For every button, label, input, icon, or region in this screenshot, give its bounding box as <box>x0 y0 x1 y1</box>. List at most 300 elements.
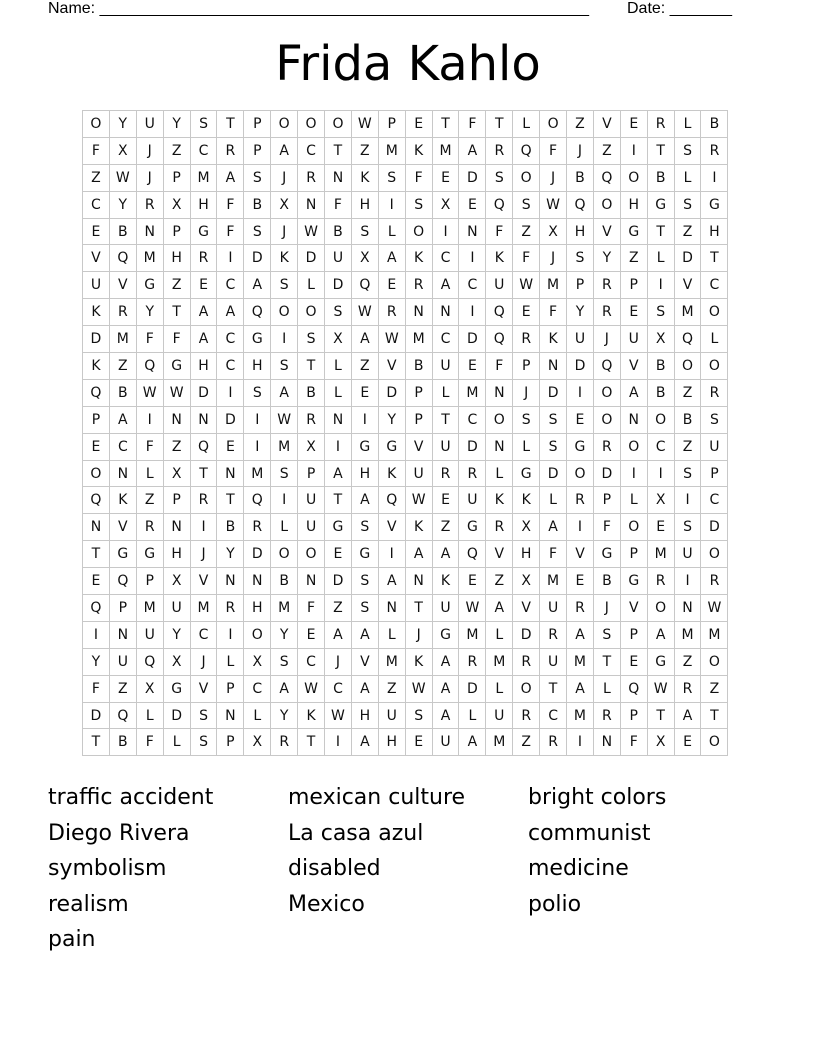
grid-cell[interactable]: Z <box>486 568 513 595</box>
grid-cell[interactable]: I <box>459 299 486 326</box>
grid-cell[interactable]: I <box>217 245 244 272</box>
grid-cell[interactable]: J <box>513 379 540 406</box>
grid-cell[interactable]: O <box>620 164 647 191</box>
grid-cell[interactable]: V <box>620 595 647 622</box>
grid-cell[interactable]: G <box>378 433 405 460</box>
grid-cell[interactable]: W <box>405 675 432 702</box>
grid-cell[interactable]: U <box>540 595 567 622</box>
grid-cell[interactable]: A <box>567 675 594 702</box>
grid-cell[interactable]: W <box>136 379 163 406</box>
grid-cell[interactable]: T <box>647 218 674 245</box>
grid-cell[interactable]: L <box>513 111 540 138</box>
grid-cell[interactable]: M <box>540 272 567 299</box>
grid-cell[interactable]: F <box>459 111 486 138</box>
grid-cell[interactable]: C <box>244 675 271 702</box>
grid-cell[interactable]: E <box>513 299 540 326</box>
grid-cell[interactable]: O <box>620 514 647 541</box>
grid-cell[interactable]: S <box>190 729 217 756</box>
grid-cell[interactable]: H <box>701 218 728 245</box>
grid-cell[interactable]: I <box>217 379 244 406</box>
grid-cell[interactable]: U <box>325 245 352 272</box>
grid-cell[interactable]: P <box>244 137 271 164</box>
grid-cell[interactable]: C <box>540 702 567 729</box>
grid-cell[interactable]: I <box>647 272 674 299</box>
grid-cell[interactable]: C <box>109 433 136 460</box>
grid-cell[interactable]: E <box>190 272 217 299</box>
grid-cell[interactable]: D <box>540 460 567 487</box>
name-field[interactable]: Name: _______________________________________________________ <box>48 0 589 17</box>
grid-cell[interactable]: T <box>647 137 674 164</box>
grid-cell[interactable]: V <box>83 245 110 272</box>
grid-cell[interactable]: F <box>298 595 325 622</box>
grid-cell[interactable]: A <box>432 702 459 729</box>
grid-cell[interactable]: R <box>486 137 513 164</box>
grid-cell[interactable]: D <box>459 326 486 353</box>
grid-cell[interactable]: I <box>567 514 594 541</box>
grid-cell[interactable]: O <box>298 541 325 568</box>
grid-cell[interactable]: S <box>325 299 352 326</box>
grid-cell[interactable]: A <box>109 406 136 433</box>
grid-cell[interactable]: S <box>593 621 620 648</box>
grid-cell[interactable]: N <box>486 433 513 460</box>
grid-cell[interactable]: R <box>486 514 513 541</box>
grid-cell[interactable]: H <box>620 191 647 218</box>
grid-cell[interactable]: O <box>647 406 674 433</box>
grid-cell[interactable]: Z <box>163 272 190 299</box>
grid-cell[interactable]: A <box>271 379 298 406</box>
grid-cell[interactable]: K <box>83 299 110 326</box>
grid-cell[interactable]: J <box>190 541 217 568</box>
grid-cell[interactable]: M <box>567 702 594 729</box>
grid-cell[interactable]: L <box>136 702 163 729</box>
grid-cell[interactable]: B <box>271 568 298 595</box>
grid-cell[interactable]: M <box>459 379 486 406</box>
grid-cell[interactable]: D <box>459 433 486 460</box>
grid-cell[interactable]: Y <box>109 111 136 138</box>
grid-cell[interactable]: T <box>298 353 325 380</box>
grid-cell[interactable]: N <box>109 460 136 487</box>
grid-cell[interactable]: X <box>163 568 190 595</box>
grid-cell[interactable]: M <box>674 299 701 326</box>
grid-cell[interactable]: D <box>593 460 620 487</box>
grid-cell[interactable]: Q <box>136 648 163 675</box>
grid-cell[interactable]: G <box>109 541 136 568</box>
grid-cell[interactable]: L <box>486 675 513 702</box>
grid-cell[interactable]: R <box>567 595 594 622</box>
grid-cell[interactable]: P <box>217 675 244 702</box>
grid-cell[interactable]: Y <box>217 541 244 568</box>
grid-cell[interactable]: R <box>298 164 325 191</box>
grid-cell[interactable]: P <box>163 164 190 191</box>
grid-cell[interactable]: W <box>513 272 540 299</box>
grid-cell[interactable]: M <box>486 648 513 675</box>
grid-cell[interactable]: V <box>109 514 136 541</box>
grid-cell[interactable]: E <box>432 164 459 191</box>
grid-cell[interactable]: B <box>109 218 136 245</box>
grid-cell[interactable]: E <box>567 568 594 595</box>
grid-cell[interactable]: C <box>217 353 244 380</box>
grid-cell[interactable]: R <box>513 702 540 729</box>
grid-cell[interactable]: W <box>378 326 405 353</box>
grid-cell[interactable]: P <box>593 487 620 514</box>
grid-cell[interactable]: C <box>190 137 217 164</box>
grid-cell[interactable]: Y <box>593 245 620 272</box>
grid-cell[interactable]: Q <box>513 137 540 164</box>
grid-cell[interactable]: X <box>244 648 271 675</box>
grid-cell[interactable]: S <box>298 326 325 353</box>
grid-cell[interactable]: P <box>298 460 325 487</box>
grid-cell[interactable]: T <box>701 702 728 729</box>
grid-cell[interactable]: Z <box>674 218 701 245</box>
grid-cell[interactable]: W <box>298 675 325 702</box>
grid-cell[interactable]: R <box>432 460 459 487</box>
grid-cell[interactable]: Q <box>109 568 136 595</box>
grid-cell[interactable]: Z <box>109 675 136 702</box>
grid-cell[interactable]: B <box>647 164 674 191</box>
grid-cell[interactable]: G <box>244 326 271 353</box>
grid-cell[interactable]: F <box>620 729 647 756</box>
grid-cell[interactable]: X <box>647 326 674 353</box>
grid-cell[interactable]: H <box>190 353 217 380</box>
grid-cell[interactable]: R <box>405 272 432 299</box>
grid-cell[interactable]: H <box>163 245 190 272</box>
grid-cell[interactable]: Y <box>163 111 190 138</box>
grid-cell[interactable]: Z <box>83 164 110 191</box>
grid-cell[interactable]: B <box>647 353 674 380</box>
grid-cell[interactable]: E <box>620 111 647 138</box>
grid-cell[interactable]: G <box>190 218 217 245</box>
grid-cell[interactable]: T <box>701 245 728 272</box>
grid-cell[interactable]: L <box>378 218 405 245</box>
grid-cell[interactable]: H <box>513 541 540 568</box>
grid-cell[interactable]: L <box>217 648 244 675</box>
grid-cell[interactable]: Q <box>136 353 163 380</box>
grid-cell[interactable]: R <box>567 487 594 514</box>
grid-cell[interactable]: K <box>405 137 432 164</box>
grid-cell[interactable]: J <box>271 164 298 191</box>
grid-cell[interactable]: C <box>459 406 486 433</box>
grid-cell[interactable]: Q <box>593 164 620 191</box>
grid-cell[interactable]: Z <box>593 137 620 164</box>
grid-cell[interactable]: S <box>674 137 701 164</box>
grid-cell[interactable]: M <box>271 433 298 460</box>
grid-cell[interactable]: E <box>83 433 110 460</box>
grid-cell[interactable]: F <box>217 218 244 245</box>
grid-cell[interactable]: W <box>540 191 567 218</box>
grid-cell[interactable]: M <box>271 595 298 622</box>
grid-cell[interactable]: F <box>83 675 110 702</box>
grid-cell[interactable]: G <box>567 433 594 460</box>
grid-cell[interactable]: D <box>244 245 271 272</box>
grid-cell[interactable]: Q <box>83 379 110 406</box>
grid-cell[interactable]: R <box>593 272 620 299</box>
grid-cell[interactable]: Z <box>432 514 459 541</box>
grid-cell[interactable]: E <box>351 379 378 406</box>
grid-cell[interactable]: I <box>701 164 728 191</box>
grid-cell[interactable]: T <box>325 137 352 164</box>
grid-cell[interactable]: L <box>593 675 620 702</box>
grid-cell[interactable]: E <box>620 299 647 326</box>
grid-cell[interactable]: Z <box>325 595 352 622</box>
grid-cell[interactable]: E <box>647 514 674 541</box>
grid-cell[interactable]: R <box>593 299 620 326</box>
grid-cell[interactable]: O <box>513 164 540 191</box>
grid-cell[interactable]: N <box>163 514 190 541</box>
grid-cell[interactable]: V <box>190 675 217 702</box>
grid-cell[interactable]: G <box>593 541 620 568</box>
grid-cell[interactable]: I <box>244 433 271 460</box>
grid-cell[interactable]: U <box>674 541 701 568</box>
grid-cell[interactable]: D <box>540 379 567 406</box>
grid-cell[interactable]: I <box>567 729 594 756</box>
grid-cell[interactable]: J <box>325 648 352 675</box>
grid-cell[interactable]: L <box>459 702 486 729</box>
grid-cell[interactable]: N <box>217 568 244 595</box>
grid-cell[interactable]: U <box>163 595 190 622</box>
grid-cell[interactable]: S <box>674 514 701 541</box>
grid-cell[interactable]: W <box>271 406 298 433</box>
grid-cell[interactable]: D <box>244 541 271 568</box>
grid-cell[interactable]: J <box>567 137 594 164</box>
grid-cell[interactable]: I <box>620 137 647 164</box>
grid-cell[interactable]: U <box>620 326 647 353</box>
grid-cell[interactable]: Q <box>190 433 217 460</box>
grid-cell[interactable]: W <box>405 487 432 514</box>
grid-cell[interactable]: W <box>701 595 728 622</box>
grid-cell[interactable]: U <box>432 595 459 622</box>
grid-cell[interactable]: F <box>136 433 163 460</box>
grid-cell[interactable]: U <box>432 729 459 756</box>
grid-cell[interactable]: A <box>351 621 378 648</box>
grid-cell[interactable]: Y <box>163 621 190 648</box>
grid-cell[interactable]: E <box>620 648 647 675</box>
grid-cell[interactable]: U <box>405 460 432 487</box>
grid-cell[interactable]: Y <box>567 299 594 326</box>
grid-cell[interactable]: C <box>298 137 325 164</box>
grid-cell[interactable]: O <box>593 406 620 433</box>
grid-cell[interactable]: C <box>217 326 244 353</box>
grid-cell[interactable]: K <box>298 702 325 729</box>
grid-cell[interactable]: A <box>351 729 378 756</box>
grid-cell[interactable]: U <box>432 353 459 380</box>
grid-cell[interactable]: P <box>217 729 244 756</box>
grid-cell[interactable]: P <box>163 487 190 514</box>
grid-cell[interactable]: C <box>701 487 728 514</box>
grid-cell[interactable]: Z <box>351 353 378 380</box>
grid-cell[interactable]: A <box>459 729 486 756</box>
grid-cell[interactable]: G <box>163 353 190 380</box>
grid-cell[interactable]: T <box>486 111 513 138</box>
grid-cell[interactable]: Q <box>674 326 701 353</box>
grid-cell[interactable]: X <box>351 245 378 272</box>
grid-cell[interactable]: R <box>540 621 567 648</box>
grid-cell[interactable]: K <box>271 245 298 272</box>
grid-cell[interactable]: M <box>136 595 163 622</box>
grid-cell[interactable]: Q <box>593 353 620 380</box>
grid-cell[interactable]: C <box>190 621 217 648</box>
grid-cell[interactable]: I <box>674 568 701 595</box>
grid-cell[interactable]: K <box>405 245 432 272</box>
grid-cell[interactable]: H <box>567 218 594 245</box>
grid-cell[interactable]: S <box>271 353 298 380</box>
grid-cell[interactable]: O <box>244 621 271 648</box>
grid-cell[interactable]: Z <box>351 137 378 164</box>
grid-cell[interactable]: J <box>190 648 217 675</box>
grid-cell[interactable]: W <box>325 702 352 729</box>
grid-cell[interactable]: I <box>432 218 459 245</box>
grid-cell[interactable]: M <box>567 648 594 675</box>
grid-cell[interactable]: N <box>325 406 352 433</box>
grid-cell[interactable]: N <box>486 379 513 406</box>
grid-cell[interactable]: E <box>432 487 459 514</box>
grid-cell[interactable]: S <box>351 514 378 541</box>
grid-cell[interactable]: A <box>378 245 405 272</box>
grid-cell[interactable]: D <box>190 379 217 406</box>
grid-cell[interactable]: J <box>593 595 620 622</box>
grid-cell[interactable]: E <box>567 406 594 433</box>
grid-cell[interactable]: O <box>271 111 298 138</box>
grid-cell[interactable]: A <box>217 299 244 326</box>
grid-cell[interactable]: S <box>513 406 540 433</box>
grid-cell[interactable]: U <box>432 433 459 460</box>
grid-cell[interactable]: L <box>674 164 701 191</box>
grid-cell[interactable]: N <box>432 299 459 326</box>
grid-cell[interactable]: Q <box>83 487 110 514</box>
grid-cell[interactable]: L <box>244 702 271 729</box>
grid-cell[interactable]: D <box>163 702 190 729</box>
grid-cell[interactable]: S <box>351 218 378 245</box>
grid-cell[interactable]: L <box>513 433 540 460</box>
grid-cell[interactable]: L <box>378 621 405 648</box>
grid-cell[interactable]: L <box>271 514 298 541</box>
grid-cell[interactable]: Y <box>271 702 298 729</box>
grid-cell[interactable]: V <box>593 111 620 138</box>
grid-cell[interactable]: P <box>701 460 728 487</box>
grid-cell[interactable]: X <box>244 729 271 756</box>
grid-cell[interactable]: V <box>513 595 540 622</box>
grid-cell[interactable]: T <box>325 487 352 514</box>
grid-cell[interactable]: R <box>109 299 136 326</box>
grid-cell[interactable]: F <box>540 299 567 326</box>
grid-cell[interactable]: A <box>190 299 217 326</box>
grid-cell[interactable]: O <box>593 379 620 406</box>
grid-cell[interactable]: A <box>432 648 459 675</box>
grid-cell[interactable]: I <box>136 406 163 433</box>
grid-cell[interactable]: S <box>271 648 298 675</box>
grid-cell[interactable]: X <box>271 191 298 218</box>
grid-cell[interactable]: O <box>593 191 620 218</box>
grid-cell[interactable]: R <box>136 514 163 541</box>
grid-cell[interactable]: K <box>486 245 513 272</box>
grid-cell[interactable]: X <box>325 326 352 353</box>
grid-cell[interactable]: R <box>217 137 244 164</box>
grid-cell[interactable]: V <box>378 514 405 541</box>
grid-cell[interactable]: K <box>405 648 432 675</box>
grid-cell[interactable]: A <box>540 514 567 541</box>
grid-cell[interactable]: N <box>217 460 244 487</box>
grid-cell[interactable]: B <box>244 191 271 218</box>
grid-cell[interactable]: R <box>647 111 674 138</box>
grid-cell[interactable]: D <box>567 353 594 380</box>
grid-cell[interactable]: S <box>405 702 432 729</box>
grid-cell[interactable]: P <box>109 595 136 622</box>
grid-cell[interactable]: F <box>83 137 110 164</box>
grid-cell[interactable]: U <box>109 648 136 675</box>
grid-cell[interactable]: M <box>459 621 486 648</box>
grid-cell[interactable]: C <box>83 191 110 218</box>
grid-cell[interactable]: N <box>540 353 567 380</box>
grid-cell[interactable]: P <box>405 379 432 406</box>
grid-cell[interactable]: P <box>620 621 647 648</box>
grid-cell[interactable]: N <box>674 595 701 622</box>
grid-cell[interactable]: A <box>486 595 513 622</box>
grid-cell[interactable]: A <box>190 326 217 353</box>
grid-cell[interactable]: Q <box>351 272 378 299</box>
grid-cell[interactable]: P <box>83 406 110 433</box>
grid-cell[interactable]: W <box>459 595 486 622</box>
grid-cell[interactable]: W <box>351 299 378 326</box>
grid-cell[interactable]: K <box>540 326 567 353</box>
grid-cell[interactable]: L <box>163 729 190 756</box>
grid-cell[interactable]: G <box>459 514 486 541</box>
grid-cell[interactable]: G <box>620 568 647 595</box>
grid-cell[interactable]: G <box>136 272 163 299</box>
grid-cell[interactable]: U <box>298 514 325 541</box>
grid-cell[interactable]: J <box>136 164 163 191</box>
grid-cell[interactable]: Q <box>486 326 513 353</box>
grid-cell[interactable]: I <box>217 621 244 648</box>
grid-cell[interactable]: M <box>378 137 405 164</box>
grid-cell[interactable]: S <box>271 272 298 299</box>
grid-cell[interactable]: D <box>459 164 486 191</box>
grid-cell[interactable]: A <box>351 487 378 514</box>
grid-cell[interactable]: E <box>325 541 352 568</box>
grid-cell[interactable]: N <box>163 406 190 433</box>
grid-cell[interactable]: A <box>217 164 244 191</box>
grid-cell[interactable]: R <box>190 245 217 272</box>
grid-cell[interactable]: A <box>271 137 298 164</box>
grid-cell[interactable]: U <box>378 702 405 729</box>
grid-cell[interactable]: M <box>378 648 405 675</box>
date-field[interactable]: Date: _______ <box>627 0 732 17</box>
grid-cell[interactable]: V <box>378 353 405 380</box>
grid-cell[interactable]: L <box>432 379 459 406</box>
grid-cell[interactable]: M <box>432 137 459 164</box>
grid-cell[interactable]: I <box>190 514 217 541</box>
grid-cell[interactable]: X <box>432 191 459 218</box>
grid-cell[interactable]: A <box>244 272 271 299</box>
grid-cell[interactable]: A <box>271 675 298 702</box>
grid-cell[interactable]: I <box>244 406 271 433</box>
grid-cell[interactable]: U <box>540 648 567 675</box>
grid-cell[interactable]: S <box>486 164 513 191</box>
grid-cell[interactable]: G <box>351 541 378 568</box>
grid-cell[interactable]: K <box>83 353 110 380</box>
grid-cell[interactable]: L <box>647 245 674 272</box>
grid-cell[interactable]: V <box>351 648 378 675</box>
grid-cell[interactable]: N <box>593 729 620 756</box>
grid-cell[interactable]: N <box>378 595 405 622</box>
grid-cell[interactable]: S <box>647 299 674 326</box>
grid-cell[interactable]: O <box>83 460 110 487</box>
grid-cell[interactable]: O <box>405 218 432 245</box>
grid-cell[interactable]: U <box>298 487 325 514</box>
grid-cell[interactable]: I <box>647 460 674 487</box>
grid-cell[interactable]: A <box>325 460 352 487</box>
grid-cell[interactable]: U <box>136 621 163 648</box>
grid-cell[interactable]: X <box>647 487 674 514</box>
grid-cell[interactable]: M <box>701 621 728 648</box>
